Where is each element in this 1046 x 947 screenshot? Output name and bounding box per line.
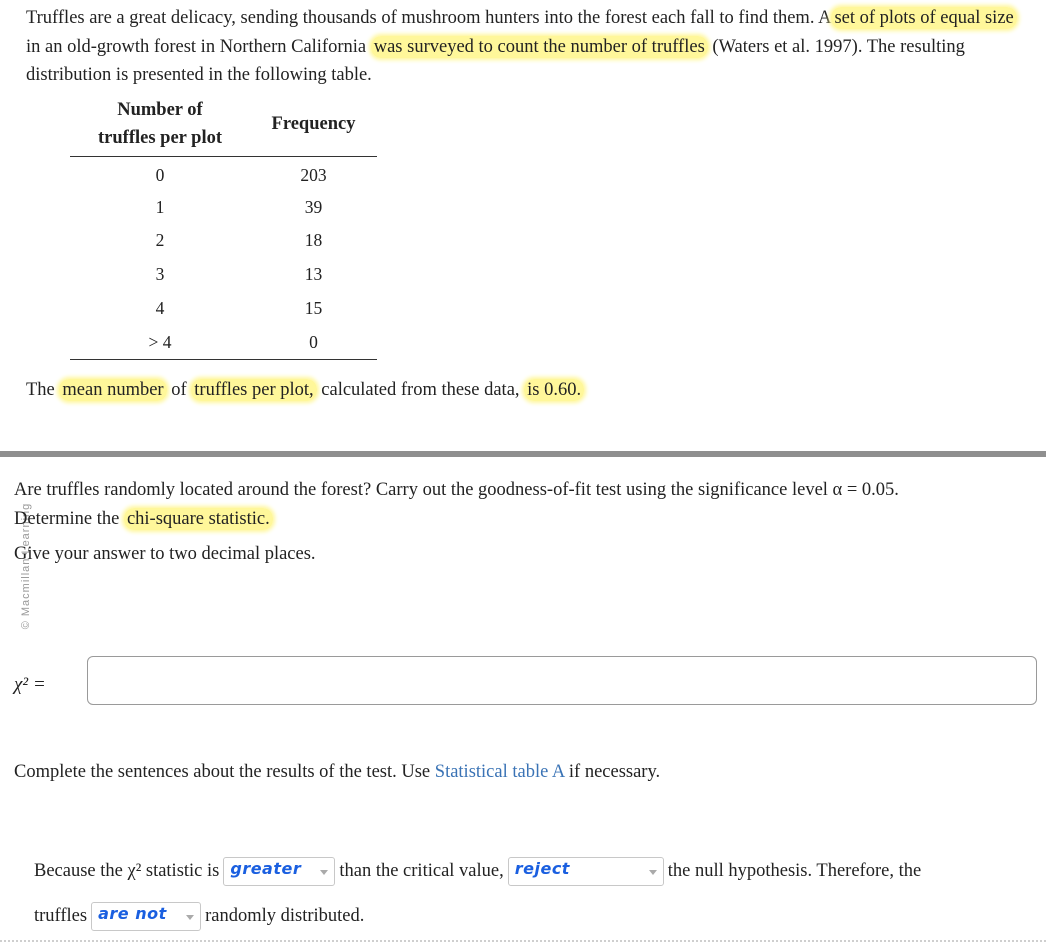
frequency-cell: 18 (304, 230, 323, 251)
mean-statement: The mean number of truffles per plot, calculated from these data, is 0.60. (26, 376, 584, 404)
copyright-credit: © Macmillan Learning (20, 502, 32, 630)
intro-text-4: (Waters et al. 1997). The resulting distribution is presented in the following table. (26, 36, 965, 85)
result-sentence-1: Because the χ² statistic is greater than the critical value, reject the null hypothesis. Therefore, the (34, 857, 921, 886)
intro-text-1: Truffles are a great delicacy, sending thousands of mushroom hunters into the forest each fall to find them. (26, 8, 815, 28)
chevron-down-icon (186, 915, 194, 920)
truffle-count-cell: 3 (155, 264, 165, 285)
truffle-count-cell: 0 (155, 165, 165, 186)
intro-text-2: A (818, 8, 832, 28)
chi-square-input[interactable] (87, 656, 1037, 705)
intro-highlight-1: set of plots of equal size (831, 7, 1016, 29)
col-header-frequency: Frequency (250, 96, 377, 157)
question-line-1: Are truffles randomly located around the forest? Carry out the goodness-of-fit test using the significance level α = 0.05. (14, 480, 899, 500)
table-row (70, 224, 377, 258)
chi-square-label: χ² = (14, 674, 45, 695)
table-row (70, 325, 377, 359)
intro-text-3: in an old-growth forest in Northern California (26, 36, 367, 57)
truffle-count-cell: > 4 (70, 325, 250, 359)
frequency-cell: 0 (250, 325, 377, 359)
truffle-count-cell: 4 (155, 298, 165, 319)
result-sentence-2: truffles are not randomly distributed. (34, 902, 364, 931)
table-row (70, 157, 377, 191)
frequency-table (70, 96, 377, 360)
table-row (70, 190, 377, 224)
statistical-table-link[interactable]: Statistical table A (434, 762, 565, 782)
mean-highlight-3: is 0.60. (524, 379, 584, 401)
frequency-cell: 15 (304, 298, 323, 319)
chevron-down-icon (320, 870, 328, 875)
decimal-instruction: Give your answer to two decimal places. (14, 544, 316, 564)
comparison-dropdown[interactable]: greater (223, 857, 335, 886)
bottom-dotted-rule (0, 940, 1046, 943)
question-text (14, 476, 899, 534)
frequency-cell: 13 (304, 264, 323, 285)
question-line-2: Determine the chi-square statistic. (14, 505, 899, 534)
table-row (70, 292, 377, 326)
section-divider (0, 451, 1046, 457)
intro-paragraph (26, 4, 1032, 90)
complete-instruction: Complete the sentences about the results of the test. Use Statistical table A if necessary. (14, 762, 661, 782)
frequency-cell: 203 (300, 165, 327, 186)
decision-dropdown[interactable]: reject (508, 857, 664, 886)
frequency-cell: 39 (304, 196, 323, 217)
mean-highlight-2: truffles per plot, (191, 379, 316, 401)
truffle-count-cell: 1 (155, 196, 165, 217)
truffle-count-cell: 2 (155, 230, 165, 251)
distribution-dropdown[interactable]: are not (91, 902, 201, 931)
chi-square-highlight: chi-square statistic. (124, 508, 273, 530)
mean-highlight-1: mean number (59, 379, 166, 401)
chevron-down-icon (649, 870, 657, 875)
intro-highlight-2: was surveyed to count the number of truffles (371, 36, 708, 58)
col-header-truffles: Number of truffles per plot (70, 96, 250, 157)
table-row (70, 258, 377, 292)
